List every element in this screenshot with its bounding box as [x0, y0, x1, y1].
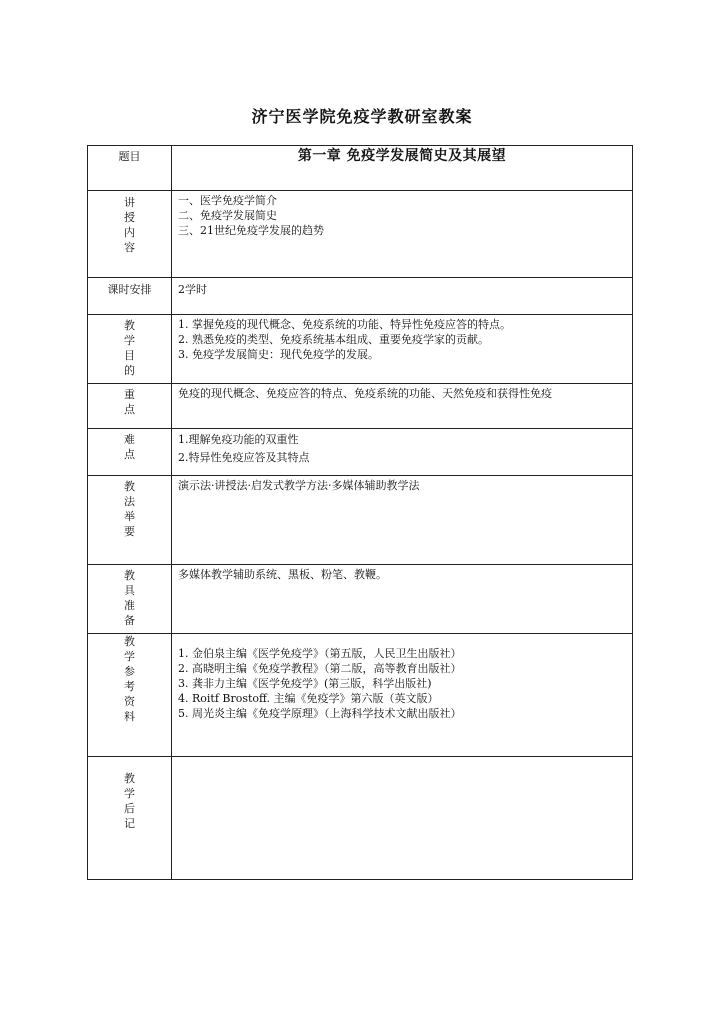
lesson-plan-table — [87, 145, 633, 880]
content-label-cell — [88, 191, 172, 278]
postscript-label-cell — [88, 757, 172, 880]
methods-label-char: 要 — [124, 525, 135, 538]
content-label-char: 内 — [124, 226, 135, 239]
postscript-value-cell — [172, 757, 633, 880]
postscript-label-char: 学 — [124, 787, 135, 800]
goal-line: 3. 免疫学发展简史：现代免疫学的发展。 — [178, 348, 379, 361]
key-points-label-char: 点 — [124, 403, 135, 416]
methods-value-cell — [172, 476, 633, 565]
key-points-row — [88, 384, 633, 429]
methods-label-char: 法 — [124, 495, 135, 508]
difficulties-value-cell — [172, 429, 633, 476]
references-label-char: 料 — [124, 710, 135, 723]
content-label-char: 讲 — [124, 196, 135, 209]
tools-label-char: 教 — [124, 569, 135, 582]
difficulty-line: 1.理解免疫功能的双重性 — [178, 433, 299, 446]
goals-label-cell — [88, 315, 172, 384]
methods-label-char: 教 — [124, 480, 135, 493]
methods-label-cell — [88, 476, 172, 565]
key-points-label-cell — [88, 384, 172, 429]
reference-line: 5. 周光炎主编《免疫学原理》（上海科学技术文献出版社） — [178, 707, 462, 720]
postscript-label-char: 记 — [124, 817, 135, 830]
goals-label-char: 的 — [124, 364, 135, 377]
method-line: 演示法·讲授法·启发式教学方法·多媒体辅助教学法 — [178, 479, 420, 492]
tools-label-cell — [88, 565, 172, 634]
content-line: 一、医学免疫学简介 — [178, 194, 277, 207]
postscript-label-char: 后 — [124, 802, 135, 815]
content-label-char: 授 — [124, 211, 135, 224]
references-label-char: 考 — [124, 680, 135, 693]
topic-label-cell — [88, 146, 172, 191]
references-label-char: 教 — [124, 635, 135, 648]
reference-line: 3. 龚非力主编《医学免疫学》(第三版，科学出版社) — [178, 677, 432, 690]
tools-value-cell — [172, 565, 633, 634]
methods-row — [88, 476, 633, 565]
goals-label-char: 目 — [124, 349, 135, 362]
hours-value: 2学时 — [178, 283, 207, 296]
document-title: 济宁医学院免疫学教研室教案 — [251, 107, 473, 126]
references-row — [88, 634, 633, 757]
content-line: 二、免疫学发展简史 — [178, 209, 277, 222]
postscript-row — [88, 757, 633, 880]
tools-label-char: 备 — [124, 614, 135, 627]
postscript-label-char: 教 — [124, 772, 135, 785]
goals-label-char: 学 — [124, 334, 135, 347]
chapter-title: 第一章 免疫学发展简史及其展望 — [297, 148, 507, 164]
topic-label: 题目 — [118, 150, 141, 163]
content-label-char: 容 — [124, 241, 135, 254]
hours-label: 课时安排 — [107, 283, 152, 296]
key-point-line: 免疫的现代概念、免疫应答的特点、免疫系统的功能、天然免疫和获得性免疫 — [178, 387, 552, 400]
references-label-char: 资 — [124, 695, 135, 708]
reference-line: 1. 金伯泉主编《医学免疫学》（第五版，人民卫生出版社） — [178, 647, 462, 660]
methods-label-char: 举 — [124, 510, 135, 523]
tools-row — [88, 565, 633, 634]
reference-line: 2. 高晓明主编《免疫学教程》（第二版，高等教育出版社） — [178, 662, 462, 675]
topic-value-cell — [172, 146, 633, 191]
references-value-cell — [172, 634, 633, 757]
content-row — [88, 191, 633, 278]
goal-line: 2. 熟悉免疫的类型、免疫系统基本组成、重要免疫学家的贡献。 — [178, 333, 489, 346]
references-label-char: 学 — [124, 650, 135, 663]
references-label-char: 参 — [124, 665, 135, 678]
hours-row — [88, 278, 633, 315]
difficulties-label-char: 点 — [124, 448, 135, 461]
tools-line: 多媒体教学辅助系统、黑板、粉笔、教鞭。 — [178, 568, 387, 581]
difficulties-label-cell — [88, 429, 172, 476]
content-line: 三、21世纪免疫学发展的趋势 — [178, 224, 324, 237]
difficulties-row — [88, 429, 633, 476]
references-label-cell — [88, 634, 172, 757]
hours-value-cell — [172, 278, 633, 315]
hours-label-cell — [88, 278, 172, 315]
tools-label-char: 准 — [124, 599, 135, 612]
content-value-cell — [172, 191, 633, 278]
topic-row — [88, 146, 633, 191]
difficulties-label-char: 难 — [124, 433, 135, 446]
goals-value-cell — [172, 315, 633, 384]
reference-line: 4. Roitf Brostoff. 主编《免疫学》第六版（英文版） — [178, 692, 439, 705]
goals-row — [88, 315, 633, 384]
key-points-label-char: 重 — [124, 388, 135, 401]
goal-line: 1. 掌握免疫的现代概念、免疫系统的功能、特异性免疫应答的特点。 — [178, 318, 511, 331]
tools-label-char: 具 — [124, 584, 135, 597]
key-points-value-cell — [172, 384, 633, 429]
difficulty-line: 2.特异性免疫应答及其特点 — [178, 451, 310, 464]
goals-label-char: 教 — [124, 319, 135, 332]
